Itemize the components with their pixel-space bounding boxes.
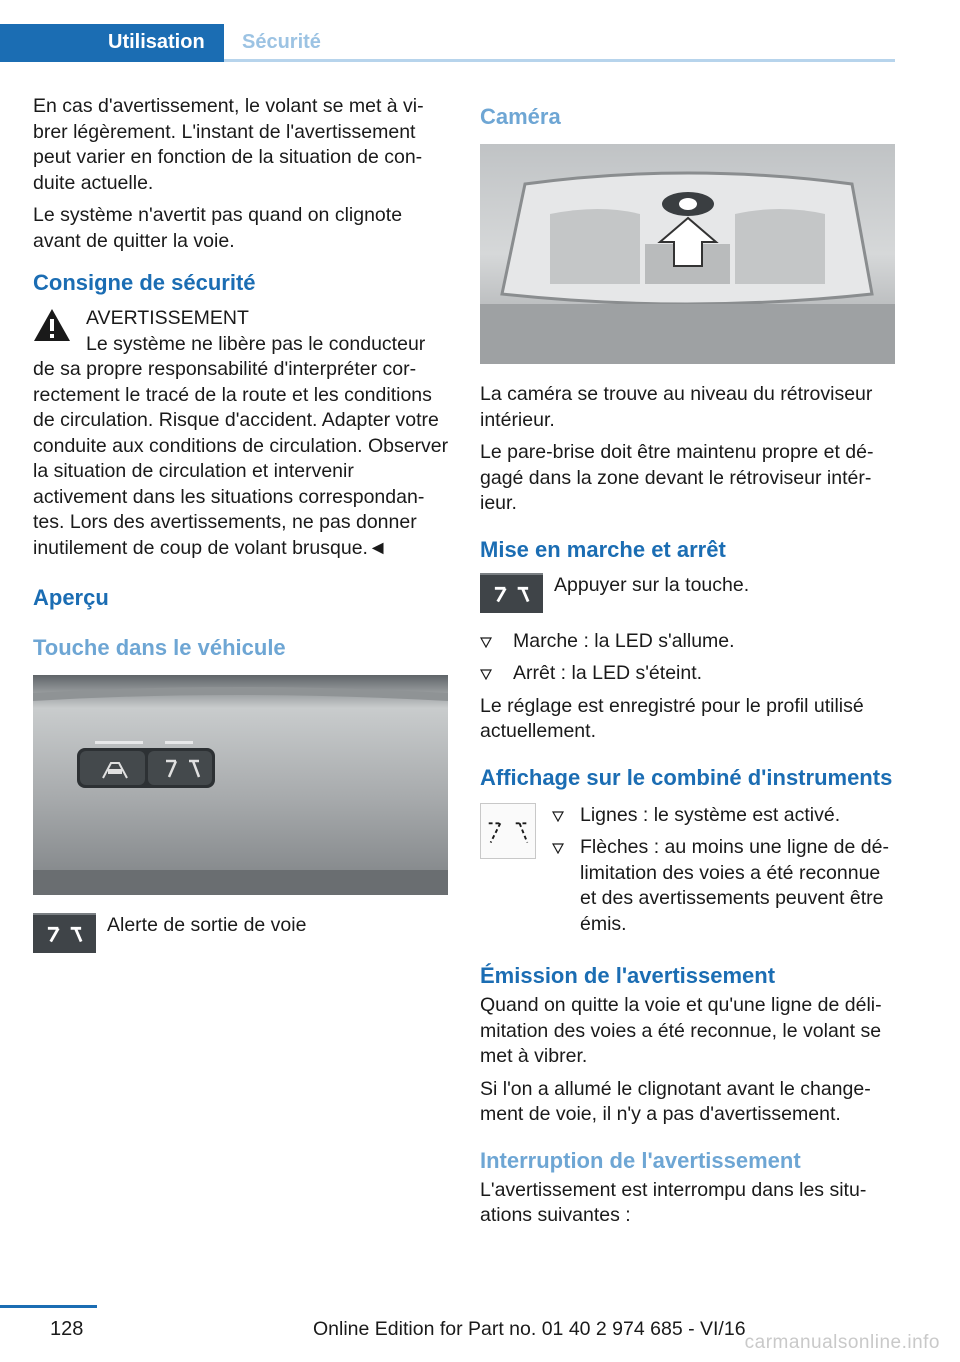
cluster-list <box>480 803 895 938</box>
page-number: 128 <box>50 1318 84 1340</box>
header-tabs <box>0 0 895 62</box>
lane-departure-key-icon <box>33 913 96 953</box>
list-item-off-text: Arrêt : la LED s'éteint. <box>513 662 703 684</box>
warning-triangle-icon <box>33 308 71 342</box>
list-item-off <box>480 661 895 687</box>
left-column <box>33 94 449 953</box>
press-key-row <box>480 573 895 613</box>
key-caption-row <box>33 913 449 953</box>
list-item-lines <box>552 803 895 829</box>
setting-saved-paragraph: Le réglage est enregistré pour le profil utilisé actuellement. <box>480 694 864 742</box>
cluster-heading: Affichage sur le combiné d'instruments <box>480 764 893 790</box>
camera-heading: Caméra <box>480 104 561 129</box>
header-rule <box>224 59 895 62</box>
intro-paragraph-2: Le système n'avertit pas quand on clignote avant de quitter la voie. <box>33 204 403 252</box>
watermark: carmanualsonline.info <box>744 1332 940 1353</box>
warning-label: AVERTISSEMENT <box>86 307 249 329</box>
lane-lines-display-icon <box>480 803 536 859</box>
key-caption: Alerte de sortie de voie <box>107 914 307 936</box>
lane-departure-button-icon <box>480 573 543 613</box>
warning-block <box>33 306 449 561</box>
bullet-triangle-icon <box>480 637 492 648</box>
camera-photo <box>480 144 895 364</box>
cluster-block <box>480 803 895 938</box>
warning-lead: Le système ne libère pas le conducteur <box>86 332 426 355</box>
camera-paragraph-2: Le pare-brise doit être maintenu propre et dégagé dans la zone devant le rétroviseur intérieur. <box>480 441 874 514</box>
footer-rule <box>0 1305 97 1308</box>
right-column <box>480 94 895 1236</box>
tab-utilisation[interactable] <box>0 24 224 62</box>
interrupt-paragraph-1: L'avertissement est interrompu dans les situations suivantes : <box>480 1178 867 1226</box>
emission-heading: Émission de l'avertissement <box>480 963 776 988</box>
interrupt-heading: Interruption de l'avertissement <box>480 1147 801 1173</box>
list-item-arrows <box>552 835 895 937</box>
onoff-heading: Mise en marche et arrêt <box>480 536 726 562</box>
list-item-lines-text: Lignes : le système est activé. <box>580 803 841 826</box>
emission-paragraph-1: Quand on quitte la voie et qu'une ligne de délimitation des voies a été reconnue, le volant se met à vibrer. <box>480 994 882 1067</box>
intro-paragraph-1: En cas d'avertissement, le volant se met à vibrer légèrement. L'instant de l'avertissement peut varier en fonction de la situation de conduite actuelle. <box>33 95 424 194</box>
bullet-triangle-icon <box>552 811 564 822</box>
vehicle-button-photo <box>33 675 448 895</box>
list-item-on <box>480 629 895 655</box>
emission-paragraph-2: Si l'on a allumé le clignotant avant le changement de voie, il n'y a pas d'avertissement. <box>480 1077 871 1125</box>
press-key-text: Appuyer sur la touche. <box>554 573 750 596</box>
safety-heading: Consigne de sécurité <box>33 270 256 295</box>
warning-text: de sa propre responsabilité d'interpréter correctement le tracé de la route et les conditions de circulation. Risque d'accident. Adapter votre conduite aux conditions de circulation. Observer la situation de circulation et intervenir activement dans les situations correspondantes. Lors des avertissements, ne pas donner inutilement de coup de volant brusque.◄ <box>33 358 449 559</box>
button-heading: Touche dans le véhicule <box>33 635 286 660</box>
list-item-on-text: Marche : la LED s'allume. <box>513 629 735 652</box>
list-item-arrows-text: Flèches : au moins une ligne de délimitation des voies a été reconnue et des avertissements peuvent être émis. <box>580 836 889 935</box>
bullet-triangle-icon <box>552 843 564 854</box>
edition-text: Online Edition for Part no. 01 40 2 974 685 - VI/16 <box>313 1318 746 1340</box>
tab-utilisation-label: Utilisation <box>108 31 205 53</box>
tab-securite-label: Sécurité <box>242 31 321 53</box>
overview-heading: Aperçu <box>33 585 109 610</box>
camera-paragraph-1: La caméra se trouve au niveau du rétroviseur intérieur. <box>480 383 873 431</box>
bullet-triangle-icon <box>480 669 492 680</box>
